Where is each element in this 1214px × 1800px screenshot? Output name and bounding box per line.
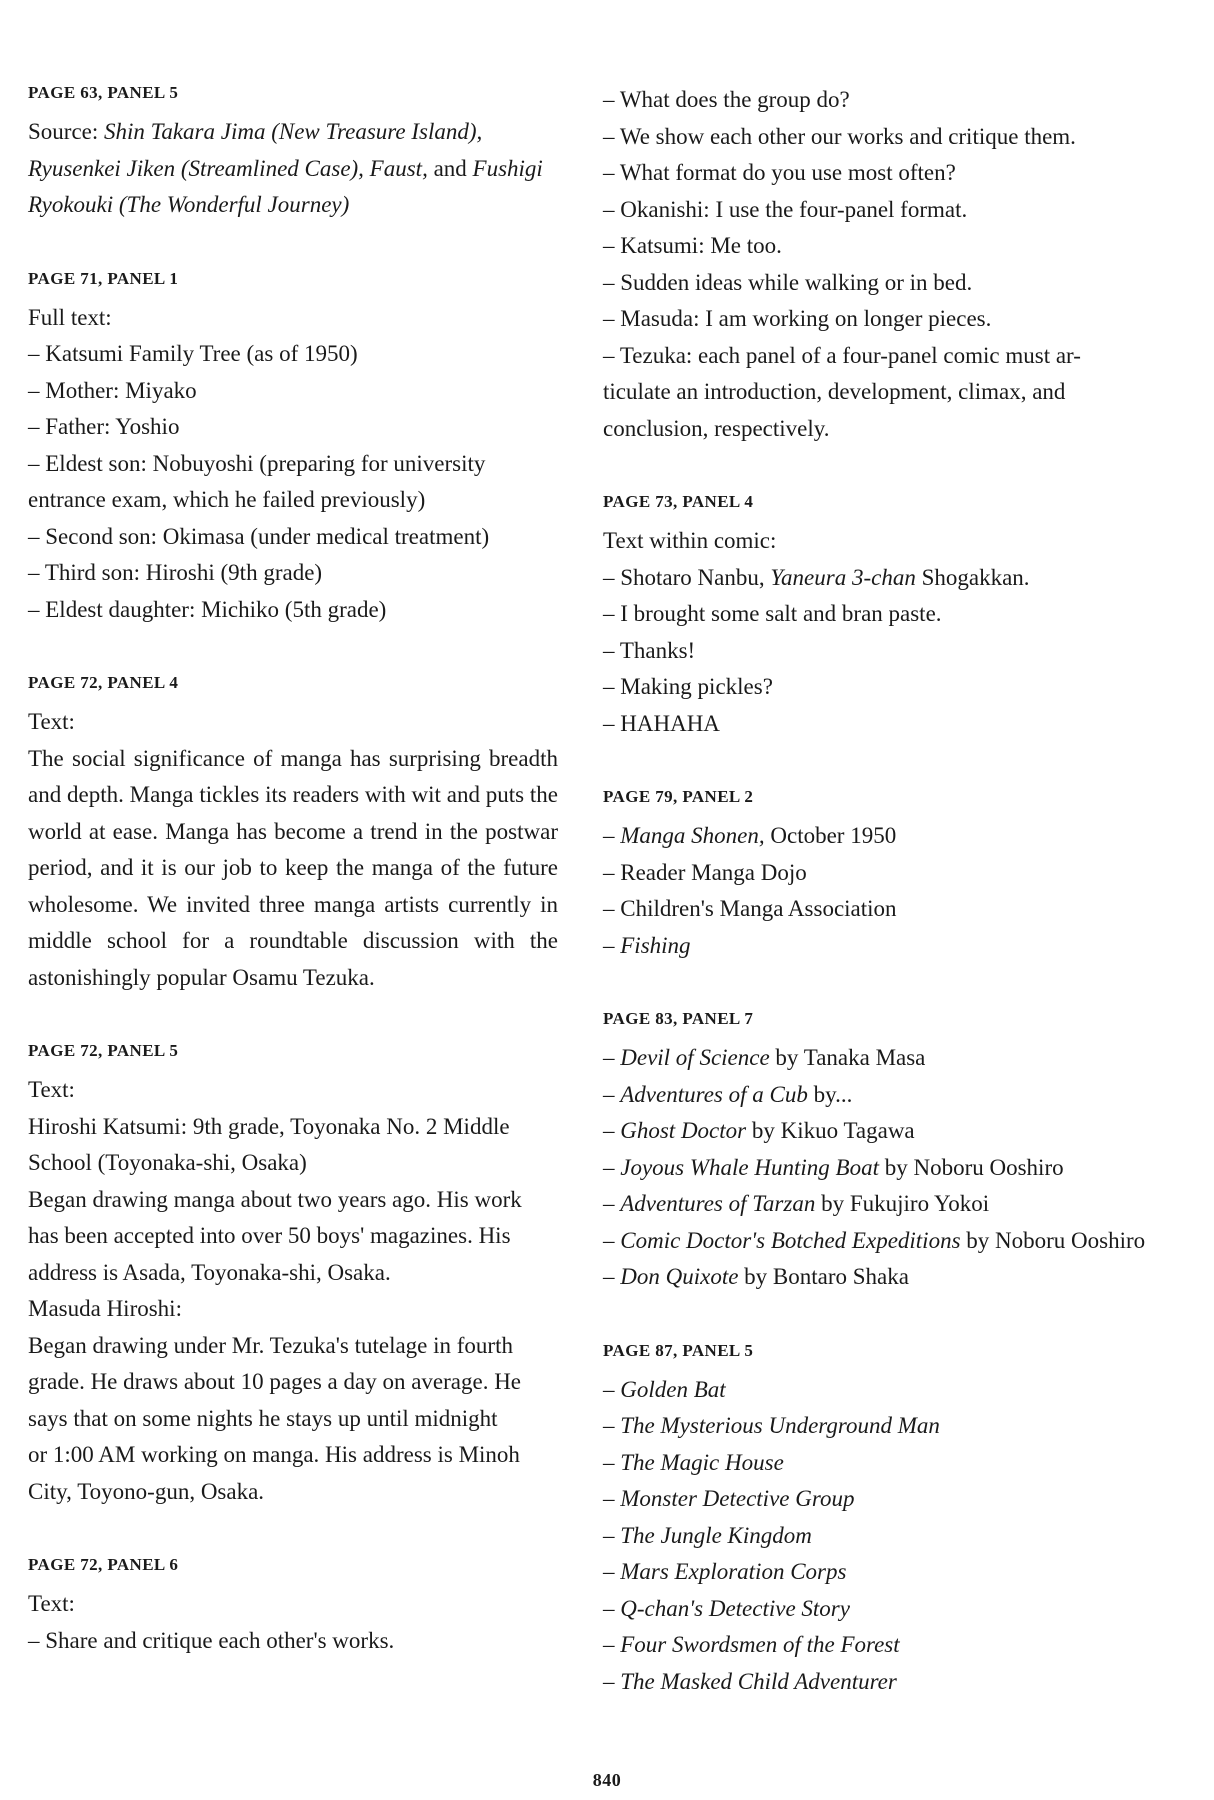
text-run: Joyous Whale Hunting Boat xyxy=(620,1154,879,1180)
entry-heading xyxy=(28,268,558,290)
text-run: – Reader Manga Dojo xyxy=(603,859,807,885)
entry-line xyxy=(28,1623,558,1660)
text-run: – xyxy=(603,1376,621,1402)
text-run: – Eldest son: Nobuyoshi (preparing for university xyxy=(28,450,486,476)
text-run: by Bontaro Shaka xyxy=(738,1264,909,1289)
entry-heading xyxy=(28,672,558,694)
text-run: Full text: xyxy=(28,304,112,330)
entry-line xyxy=(603,560,1188,597)
text-run: – Father: Yoshio xyxy=(28,414,180,439)
text-run: October 1950 xyxy=(764,823,897,848)
text-run: Yaneura 3-chan xyxy=(770,564,916,590)
text-run: School (Toyonaka-shi, Osaka) xyxy=(28,1150,307,1175)
entry-panel-label: PANEL 5 xyxy=(102,1041,179,1060)
entry-section xyxy=(603,1008,1188,1296)
entry-panel-label: PANEL 1 xyxy=(102,268,179,288)
text-run: – Mother: Miyako xyxy=(28,377,197,403)
text-run: by Fukujiro Yokoi xyxy=(815,1191,990,1216)
text-run: Manga Shonen, xyxy=(620,823,765,848)
text-run: – Katsumi: Me too. xyxy=(603,233,782,258)
text-run: – Tezuka: each panel of a four-panel comic must ar- xyxy=(603,342,1081,368)
text-run: – What format do you use most often? xyxy=(603,160,956,185)
text-run: – xyxy=(603,1081,621,1107)
entry-panel-label: PANEL 4 xyxy=(102,673,179,692)
entry-line xyxy=(28,1255,558,1292)
entry-line xyxy=(28,300,558,337)
entry-line xyxy=(603,1259,1188,1296)
entry-line xyxy=(603,891,1188,928)
text-run: Began drawing under Mr. Tezuka's tutelage in fourth xyxy=(28,1332,513,1358)
entry-line xyxy=(28,704,558,741)
entry-line xyxy=(603,265,1188,302)
entry-line xyxy=(603,633,1188,670)
text-run: – xyxy=(603,1413,621,1438)
text-run: – I brought some salt and bran paste. xyxy=(603,601,942,626)
text-run: entrance exam, which he failed previously) xyxy=(28,487,426,512)
entry-line xyxy=(28,1364,558,1401)
text-run: by Tanaka Masa xyxy=(769,1045,926,1070)
text-run: The Magic House xyxy=(620,1449,784,1475)
entry-line xyxy=(28,1109,558,1146)
entry-page-label: PAGE 72, xyxy=(28,1555,103,1574)
entry-page-label: PAGE 87, xyxy=(603,1340,678,1360)
text-run: Masuda Hiroshi: xyxy=(28,1296,182,1321)
text-run: address is Asada, Toyonaka-shi, Osaka. xyxy=(28,1259,391,1285)
text-run: – Okanishi: I use the four-panel format. xyxy=(603,196,968,222)
entry-line xyxy=(603,119,1188,156)
text-run: Adventures of Tarzan xyxy=(620,1191,816,1216)
entry-line xyxy=(603,192,1188,229)
text-run: The Jungle Kingdom xyxy=(620,1522,812,1548)
entry-section xyxy=(28,268,558,629)
text-run: Began drawing manga about two years ago. His work xyxy=(28,1186,522,1212)
entry-line xyxy=(28,114,558,151)
text-run: – xyxy=(603,1595,621,1621)
entry-line xyxy=(28,519,558,556)
entry-line xyxy=(603,82,1188,119)
text-run: – xyxy=(603,1522,621,1548)
entry-line xyxy=(28,409,558,446)
text-run: – xyxy=(603,1154,621,1180)
entry-paragraph xyxy=(28,741,558,997)
text-run: has been accepted into over 50 boys' magazines. His xyxy=(28,1223,511,1248)
text-run: Don Quixote xyxy=(620,1264,739,1289)
text-run: – xyxy=(603,1227,621,1253)
text-run: – Katsumi Family Tree (as of 1950) xyxy=(28,341,358,366)
entry-heading xyxy=(603,786,1188,808)
entry-line xyxy=(603,155,1188,192)
text-run: Comic Doctor's Botched Expeditions xyxy=(620,1227,961,1253)
left-column xyxy=(28,82,558,1703)
text-run: – xyxy=(603,1632,621,1657)
entry-line xyxy=(28,1437,558,1474)
text-run: City, Toyono-gun, Osaka. xyxy=(28,1478,265,1504)
entry-line xyxy=(28,1072,558,1109)
entry-line xyxy=(28,1474,558,1511)
text-run: by Kikuo Tagawa xyxy=(746,1118,915,1143)
text-run: – Second son: Okimasa (under medical treatment) xyxy=(28,523,490,549)
entry-line xyxy=(28,1586,558,1623)
entry-line xyxy=(603,374,1188,411)
entry-section xyxy=(28,1554,558,1659)
entry-heading xyxy=(28,1554,558,1576)
text-run: – Third son: Hiroshi (9th grade) xyxy=(28,560,323,585)
text-run: – Eldest daughter: Michiko (5th grade) xyxy=(28,596,387,622)
text-run: and xyxy=(427,155,473,181)
entry-line xyxy=(603,1481,1188,1518)
text-run: Ryokouki (The Wonderful Journey) xyxy=(28,192,350,217)
entry-section xyxy=(603,1340,1188,1701)
entry-page-label: PAGE 71, xyxy=(28,268,103,288)
text-run: – What does the group do? xyxy=(603,87,850,112)
entry-line xyxy=(603,1040,1188,1077)
text-run: Shogakkan. xyxy=(915,564,1030,590)
text-run: – xyxy=(603,1486,621,1511)
entry-section xyxy=(28,82,558,224)
entry-heading xyxy=(28,1040,558,1062)
text-run: says that on some nights he stays up until midnight xyxy=(28,1405,498,1431)
entry-line xyxy=(603,706,1188,743)
text-run: ticulate an introduction, development, climax, and xyxy=(603,379,1066,404)
text-run: Golden Bat xyxy=(620,1376,726,1402)
entry-line xyxy=(603,228,1188,265)
entry-line xyxy=(28,187,558,224)
entry-line xyxy=(603,1627,1188,1664)
text-run: Fishing xyxy=(620,932,691,958)
entry-panel-label: PANEL 2 xyxy=(677,787,754,806)
entry-section xyxy=(603,491,1188,742)
text-run: Devil of Science xyxy=(620,1045,770,1070)
entry-page-label: PAGE 72, xyxy=(28,673,103,692)
text-run: – Masuda: I am working on longer pieces. xyxy=(603,306,992,331)
entry-line xyxy=(603,928,1188,965)
text-run: – Making pickles? xyxy=(603,674,773,699)
text-run: by Noboru Ooshiro xyxy=(878,1154,1064,1180)
text-run: – xyxy=(603,932,621,958)
text-run: – xyxy=(603,1191,621,1216)
text-run: – xyxy=(603,823,621,848)
right-column xyxy=(603,82,1188,1744)
entry-line xyxy=(603,1518,1188,1555)
entry-line xyxy=(28,592,558,629)
entry-line xyxy=(603,1113,1188,1150)
entry-line xyxy=(28,1145,558,1182)
entry-heading xyxy=(603,1008,1188,1030)
text-run: – We show each other our works and critique them. xyxy=(603,123,1076,149)
entry-line xyxy=(603,1408,1188,1445)
entry-line xyxy=(603,818,1188,855)
entry-section xyxy=(28,672,558,996)
text-run: – Children's Manga Association xyxy=(603,896,897,921)
text-run: The social significance of manga has surprising breadth and depth. Manga tickles its readers with wit and puts the world at ease. Manga has become a trend in the postwar period, and it is our job to keep the manga of the future wholesome. We invited three manga artists currently in middle school for a roundtable discussion with the astonishingly popular Osamu Tezuka. xyxy=(28,745,558,990)
entry-line xyxy=(28,373,558,410)
entry-page-label: PAGE 73, xyxy=(603,492,678,511)
text-run: Ghost Doctor xyxy=(620,1118,747,1143)
entry-line xyxy=(603,301,1188,338)
entry-heading xyxy=(603,491,1188,513)
text-run: – Sudden ideas while walking or in bed. xyxy=(603,269,973,295)
text-run: conclusion, respectively. xyxy=(603,415,830,441)
text-run: – xyxy=(603,1045,621,1070)
text-run: Text: xyxy=(28,1591,75,1616)
text-run: – Thanks! xyxy=(603,637,696,663)
text-run: Hiroshi Katsumi: 9th grade, Toyonaka No. 2 Middle xyxy=(28,1113,510,1139)
entry-page-label: PAGE 63, xyxy=(28,83,103,102)
text-run: – xyxy=(603,1118,621,1143)
entry-line xyxy=(28,1218,558,1255)
entry-line xyxy=(603,411,1188,448)
text-run: – Shotaro Nanbu, xyxy=(603,564,771,590)
text-run: Mars Exploration Corps xyxy=(620,1559,847,1584)
text-run: The Mysterious Underground Man xyxy=(620,1413,940,1438)
entry-panel-label: PANEL 4 xyxy=(677,492,754,511)
entry-line xyxy=(603,1554,1188,1591)
entry-page-label: PAGE 72, xyxy=(28,1041,103,1060)
entry-line xyxy=(603,1445,1188,1482)
entry-line xyxy=(603,1150,1188,1187)
entry-panel-label: PANEL 5 xyxy=(102,83,179,102)
text-run: by... xyxy=(807,1081,853,1107)
entry-line xyxy=(603,1223,1188,1260)
text-run: Four Swordsmen of the Forest xyxy=(620,1632,900,1657)
entry-heading xyxy=(603,1340,1188,1362)
text-run: Shin Takara Jima (New Treasure Island), xyxy=(104,119,483,144)
entry-line xyxy=(28,1291,558,1328)
entry-page-label: PAGE 79, xyxy=(603,787,678,806)
entry-line xyxy=(603,1591,1188,1628)
text-run: grade. He draws about 10 pages a day on average. He xyxy=(28,1369,522,1394)
entry-section xyxy=(603,82,1188,447)
entry-line xyxy=(28,1182,558,1219)
text-run: Adventures of a Cub xyxy=(620,1081,808,1107)
entry-line xyxy=(603,669,1188,706)
text-run: or 1:00 AM working on manga. His address is Minoh xyxy=(28,1442,520,1467)
text-run: The Masked Child Adventurer xyxy=(620,1668,897,1694)
text-run: Text: xyxy=(28,709,75,734)
entry-line xyxy=(28,1328,558,1365)
entry-panel-label: PANEL 7 xyxy=(677,1009,754,1028)
entry-line xyxy=(603,1186,1188,1223)
entry-line xyxy=(28,555,558,592)
text-run: – xyxy=(603,1449,621,1475)
text-run: – HAHAHA xyxy=(603,710,720,736)
entry-line xyxy=(28,1401,558,1438)
entry-section xyxy=(28,1040,558,1510)
entry-line xyxy=(603,1372,1188,1409)
text-run: Fushigi xyxy=(472,155,543,181)
text-run: Text within comic: xyxy=(603,528,777,553)
text-run: Q-chan's Detective Story xyxy=(620,1595,850,1621)
text-run: Text: xyxy=(28,1077,75,1102)
text-run: Ryusenkei Jiken (Streamlined Case), Faust, xyxy=(28,155,428,181)
text-run: – xyxy=(603,1668,621,1694)
entry-line xyxy=(28,336,558,373)
entry-panel-label: PANEL 5 xyxy=(677,1340,754,1360)
entry-line xyxy=(603,855,1188,892)
text-run: – xyxy=(603,1264,621,1289)
entry-line xyxy=(28,446,558,483)
entry-line xyxy=(603,596,1188,633)
entry-line xyxy=(603,1664,1188,1701)
entry-section xyxy=(603,786,1188,964)
entry-line xyxy=(28,151,558,188)
text-run: by Noboru Ooshiro xyxy=(960,1227,1146,1253)
entry-heading xyxy=(28,82,558,104)
text-run: – xyxy=(603,1559,621,1584)
text-run: Source: xyxy=(28,119,105,144)
entry-line xyxy=(603,1077,1188,1114)
entry-line xyxy=(28,482,558,519)
entry-panel-label: PANEL 6 xyxy=(102,1555,179,1574)
text-run: Monster Detective Group xyxy=(620,1486,855,1511)
text-run: – Share and critique each other's works. xyxy=(28,1627,395,1653)
entry-page-label: PAGE 83, xyxy=(603,1009,678,1028)
entry-line xyxy=(603,338,1188,375)
entry-line xyxy=(603,523,1188,560)
page-number: 840 xyxy=(592,1770,622,1790)
